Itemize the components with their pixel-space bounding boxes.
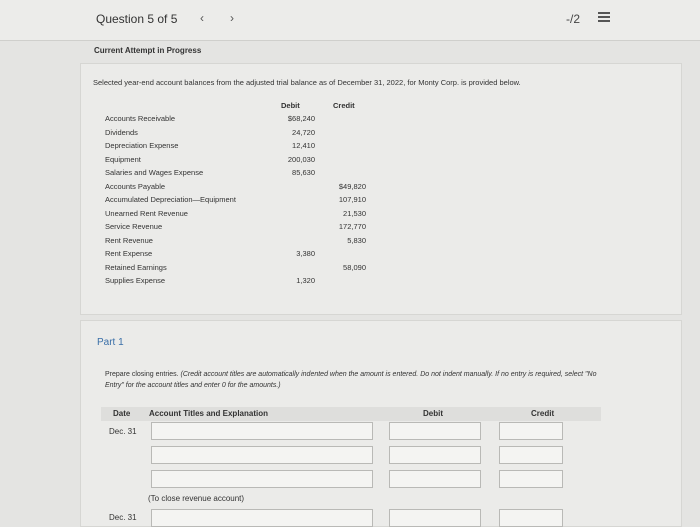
credit-input-2[interactable] bbox=[499, 446, 563, 464]
entry-note: (To close revenue account) bbox=[148, 494, 245, 503]
instruction-italic: (Credit account titles are automatically indented when the amount is entered. Do not indent manually. If no entry is required, select "No Entry" for the account titles and enter 0 for the amounts.) bbox=[105, 371, 597, 389]
credit-amount: 58,090 bbox=[343, 262, 366, 272]
col-debit: Debit bbox=[423, 409, 443, 418]
account-name: Salaries and Wages Expense bbox=[105, 168, 204, 177]
col-credit: Credit bbox=[531, 409, 555, 418]
account-name: Accumulated Depreciation—Equipment bbox=[105, 195, 236, 204]
debit-amount: 24,720 bbox=[292, 127, 315, 137]
debit-amount: 12,410 bbox=[292, 141, 315, 150]
account-name: Accounts Receivable bbox=[105, 114, 176, 123]
col-account: Account Titles and Explanation bbox=[149, 409, 268, 418]
debit-amount: $68,240 bbox=[287, 114, 315, 123]
question-label: Question 5 of 5 bbox=[96, 12, 178, 26]
account-name: Service Revenue bbox=[105, 222, 163, 231]
top-bar bbox=[0, 0, 700, 41]
account-title-input-2[interactable] bbox=[151, 446, 373, 464]
part-title: Part 1 bbox=[97, 337, 124, 348]
instruction-main: Prepare closing entries. bbox=[105, 371, 179, 378]
account-name: Rent Revenue bbox=[105, 235, 153, 245]
attempt-status: Current Attempt in Progress bbox=[94, 46, 202, 55]
debit-amount: 3,380 bbox=[296, 249, 315, 258]
account-name: Depreciation Expense bbox=[105, 141, 179, 150]
account-name: Supplies Expense bbox=[105, 276, 166, 285]
account-title-input-1[interactable] bbox=[151, 422, 373, 440]
debit-input-2[interactable] bbox=[389, 446, 481, 464]
col-date: Date bbox=[113, 409, 131, 418]
part1-panel bbox=[80, 320, 682, 527]
instructions bbox=[105, 369, 605, 391]
credit-amount: 107,910 bbox=[338, 195, 366, 204]
debit-amount: 85,630 bbox=[292, 168, 315, 177]
credit-input-1[interactable] bbox=[499, 422, 563, 440]
debit-amount: 200,030 bbox=[287, 154, 315, 164]
intro-text: Selected year-end account balances from the adjusted trial balance as of December 31, 2022, for Monty Corp. is provided below. bbox=[93, 78, 521, 87]
account-name: Equipment bbox=[105, 154, 141, 164]
credit-amount: $49,820 bbox=[338, 181, 366, 191]
debit-input-3[interactable] bbox=[389, 470, 481, 488]
score-display: -/2 bbox=[566, 12, 581, 26]
account-name: Retained Earnings bbox=[105, 262, 167, 272]
account-title-input-4[interactable] bbox=[151, 509, 373, 527]
credit-amount: 172,770 bbox=[338, 222, 366, 231]
credit-amount: 5,830 bbox=[347, 235, 366, 245]
list-icon[interactable] bbox=[598, 12, 610, 22]
credit-amount: 21,530 bbox=[343, 208, 366, 218]
debit-input-1[interactable] bbox=[389, 422, 481, 440]
account-name: Rent Expense bbox=[105, 249, 153, 258]
account-name: Dividends bbox=[105, 127, 138, 137]
account-name: Unearned Rent Revenue bbox=[105, 208, 188, 218]
debit-amount: 1,320 bbox=[296, 276, 315, 285]
account-title-input-3[interactable] bbox=[151, 470, 373, 488]
debit-input-4[interactable] bbox=[389, 509, 481, 527]
previous-question-button[interactable]: ‹ bbox=[200, 11, 204, 25]
entry2-date: Dec. 31 bbox=[109, 513, 137, 522]
account-name: Accounts Payable bbox=[105, 181, 166, 191]
credit-header: Credit bbox=[333, 101, 355, 110]
next-question-button[interactable]: › bbox=[230, 11, 234, 25]
credit-input-4[interactable] bbox=[499, 509, 563, 527]
credit-input-3[interactable] bbox=[499, 470, 563, 488]
question-panel bbox=[80, 63, 682, 315]
entry1-date: Dec. 31 bbox=[109, 427, 137, 436]
debit-header: Debit bbox=[281, 101, 300, 110]
